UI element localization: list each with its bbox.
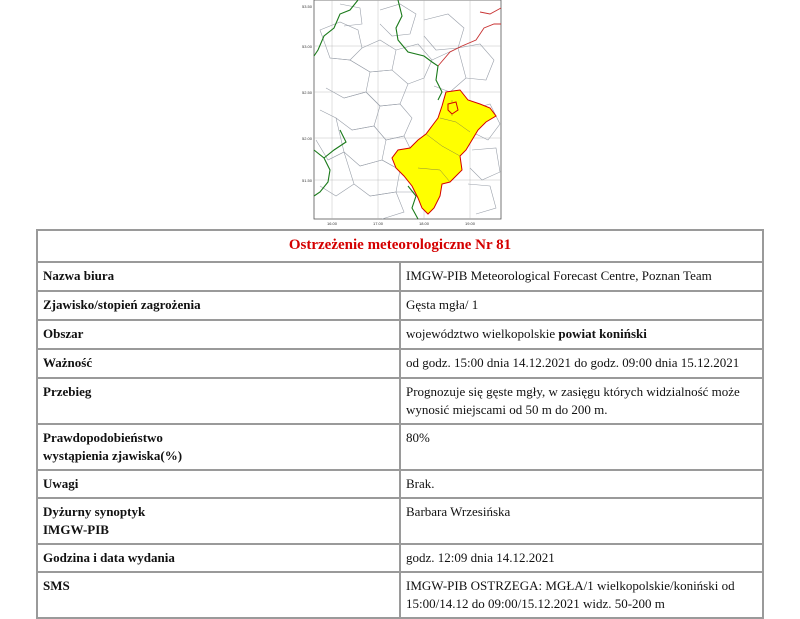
row-label: Przebieg — [37, 378, 400, 424]
lat-tick: 52.50 — [302, 90, 313, 95]
row-label: SMS — [37, 572, 400, 618]
row-label: Zjawisko/stopień zagrożenia — [37, 291, 400, 320]
row-label-line: Prawdopodobieństwo — [43, 430, 163, 445]
table-row — [37, 320, 763, 349]
warning-map — [300, 0, 515, 225]
row-value: godz. 12:09 dnia 14.12.2021 — [400, 544, 763, 572]
row-value: od godz. 15:00 dnia 14.12.2021 do godz. 09:00 dnia 15.12.2021 — [400, 349, 763, 378]
row-value: Brak. — [400, 470, 763, 498]
table-row — [37, 291, 763, 320]
table-title-row — [37, 230, 763, 262]
lat-tick: 53.50 — [302, 4, 313, 9]
row-label: Ważność — [37, 349, 400, 378]
table-row — [37, 424, 763, 470]
row-label-line: wystąpienia zjawiska(%) — [43, 448, 183, 463]
row-value — [400, 320, 763, 349]
row-value: Gęsta mgła/ 1 — [400, 291, 763, 320]
lon-tick: 19.00 — [465, 221, 476, 225]
table-row — [37, 349, 763, 378]
lat-tick: 51.50 — [302, 178, 313, 183]
row-label: Godzina i data wydania — [37, 544, 400, 572]
table-row — [37, 498, 763, 544]
row-label-line: Dyżurny synoptyk — [43, 504, 146, 519]
lat-tick: 53.00 — [302, 44, 313, 49]
lat-tick: 52.00 — [302, 136, 313, 141]
lon-tick: 18.00 — [419, 221, 430, 225]
lon-tick: 16.00 — [327, 221, 338, 225]
map-lat-ticks — [302, 4, 313, 183]
warning-table — [36, 229, 764, 619]
row-label — [37, 498, 400, 544]
row-value: IMGW-PIB Meteorological Forecast Centre, Poznan Team — [400, 262, 763, 291]
row-value: Barbara Wrzesińska — [400, 498, 763, 544]
table-row — [37, 544, 763, 572]
table-row — [37, 572, 763, 618]
row-value: IMGW-PIB OSTRZEGA: MGŁA/1 wielkopolskie/koniński od 15:00/14.12 do 09:00/15.12.2021 widz. 50-200 m — [400, 572, 763, 618]
row-label: Nazwa biura — [37, 262, 400, 291]
row-label: Uwagi — [37, 470, 400, 498]
row-label — [37, 424, 400, 470]
lon-tick: 17.00 — [373, 221, 384, 225]
row-label-line: IMGW-PIB — [43, 522, 109, 537]
row-value: 80% — [400, 424, 763, 470]
row-label: Obszar — [37, 320, 400, 349]
area-county: powiat koniński — [558, 326, 647, 341]
table-row — [37, 470, 763, 498]
table-row — [37, 378, 763, 424]
area-region: województwo wielkopolskie — [406, 326, 559, 341]
table-row — [37, 262, 763, 291]
map-svg — [300, 0, 515, 225]
row-value: Prognozuje się gęste mgły, w zasięgu których widzialność może wynosić miejscami od 50 m do 200 m. — [400, 378, 763, 424]
map-lon-ticks — [327, 221, 476, 225]
warning-title: Ostrzeżenie meteorologiczne Nr 81 — [37, 230, 763, 262]
